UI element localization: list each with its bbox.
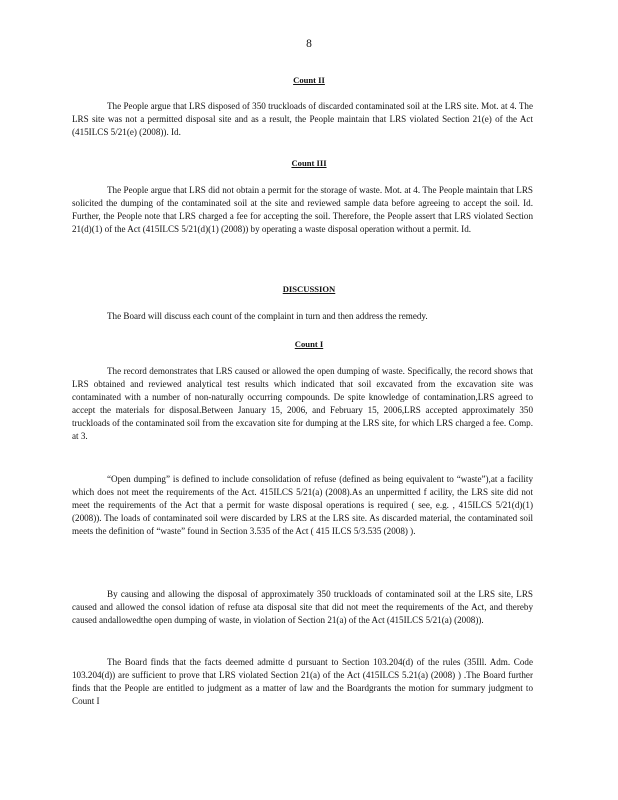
paragraph-count-i-3: By causing and allowing the disposal of approximately 350 truckloads of contaminated soil at the LRS site, LRS caused and allowed the consol idation of refuse ata disposal site that did not meet the requirements of the Act, and thereby caused andallowedthe open dumping of waste, in violation of Section 21(a) of the Act (415ILCS 5/21(a) (2008)).: [72, 589, 533, 625]
paragraph-count-iii: The People argue that LRS did not obtain a permit for the storage of waste. Mot. at 4. The People maintain that LRS solicited the dumping of the contaminated soil at the site and reviewed sample data before agreeing to accept the soil. Id. Further, the People note that LRS charged a fee for accepting the soil. Therefore, the People assert that LRS violated Section 21(d)(1) of the Act (415ILCS 5/21(d)(1) (2008)) by operating a waste disposal operation without a permit. Id.: [72, 185, 533, 234]
paragraph-count-i-1: The record demonstrates that LRS caused or allowed the open dumping of waste. Specifically, the record shows that LRS obtained and reviewed analytical test results which indicated that soil excavated from the excavation site was contaminated with a number of non-naturally occurring compounds. De spite knowledge of contamination,LRS agreed to accept the materials for disposal.Between January 15, 2006, and February 15, 2006,LRS accepted approximately 350 truckloads of the contaminated soil from the excavation site for dumping at the LRS site, for which LRS charged a fee. Comp. at 3.: [72, 366, 533, 441]
heading-count-iii: Count III: [291, 158, 327, 168]
heading-count-i: Count I: [294, 339, 324, 349]
heading-discussion: DISCUSSION: [282, 284, 336, 294]
heading-count-ii: Count II: [293, 75, 325, 85]
paragraph-discussion: The Board will discuss each count of the complaint in turn and then address the remedy.: [107, 311, 428, 321]
paragraph-count-i-4: The Board finds that the facts deemed admitte d pursuant to Section 103.204(d) of the rules (35Ill. Adm. Code 103.204(d)) are sufficient to prove that LRS violated Section 21(a) of the Act (415ILCS 5.21(a) (2008) ) .The Board further finds that the People are entitled to judgment as a matter of law and the Boardgrants the motion for summary judgment to Count I: [72, 657, 533, 706]
paragraph-count-i-2: “Open dumping” is defined to include consolidation of refuse (defined as being equivalent to “waste”),at a facility which does not meet the requirements of the Act. 415ILCS 5/21(a) (2008).As an unpermitted f acility, the LRS site did not meet the requirements of the Act that a permit for waste disposal operations is required ( see, e.g. , 415ILCS 5/21(d)(1) (2008)). The loads of contaminated soil were discarded by LRS at the LRS site. As discarded material, the contaminated soil meets the definition of “waste” found in Section 3.535 of the Act ( 415 ILCS 5/3.535 (2008) ).: [72, 474, 533, 536]
page-number: 8: [306, 38, 312, 50]
paragraph-count-ii: The People argue that LRS disposed of 350 truckloads of discarded contaminated soil at the LRS site. Mot. at 4. The LRS site was not a permitted disposal site and as a result, the People maintain that LRS violated Section 21(e) of the Act (415ILCS 5/21(e) (2008)). Id.: [72, 101, 533, 137]
